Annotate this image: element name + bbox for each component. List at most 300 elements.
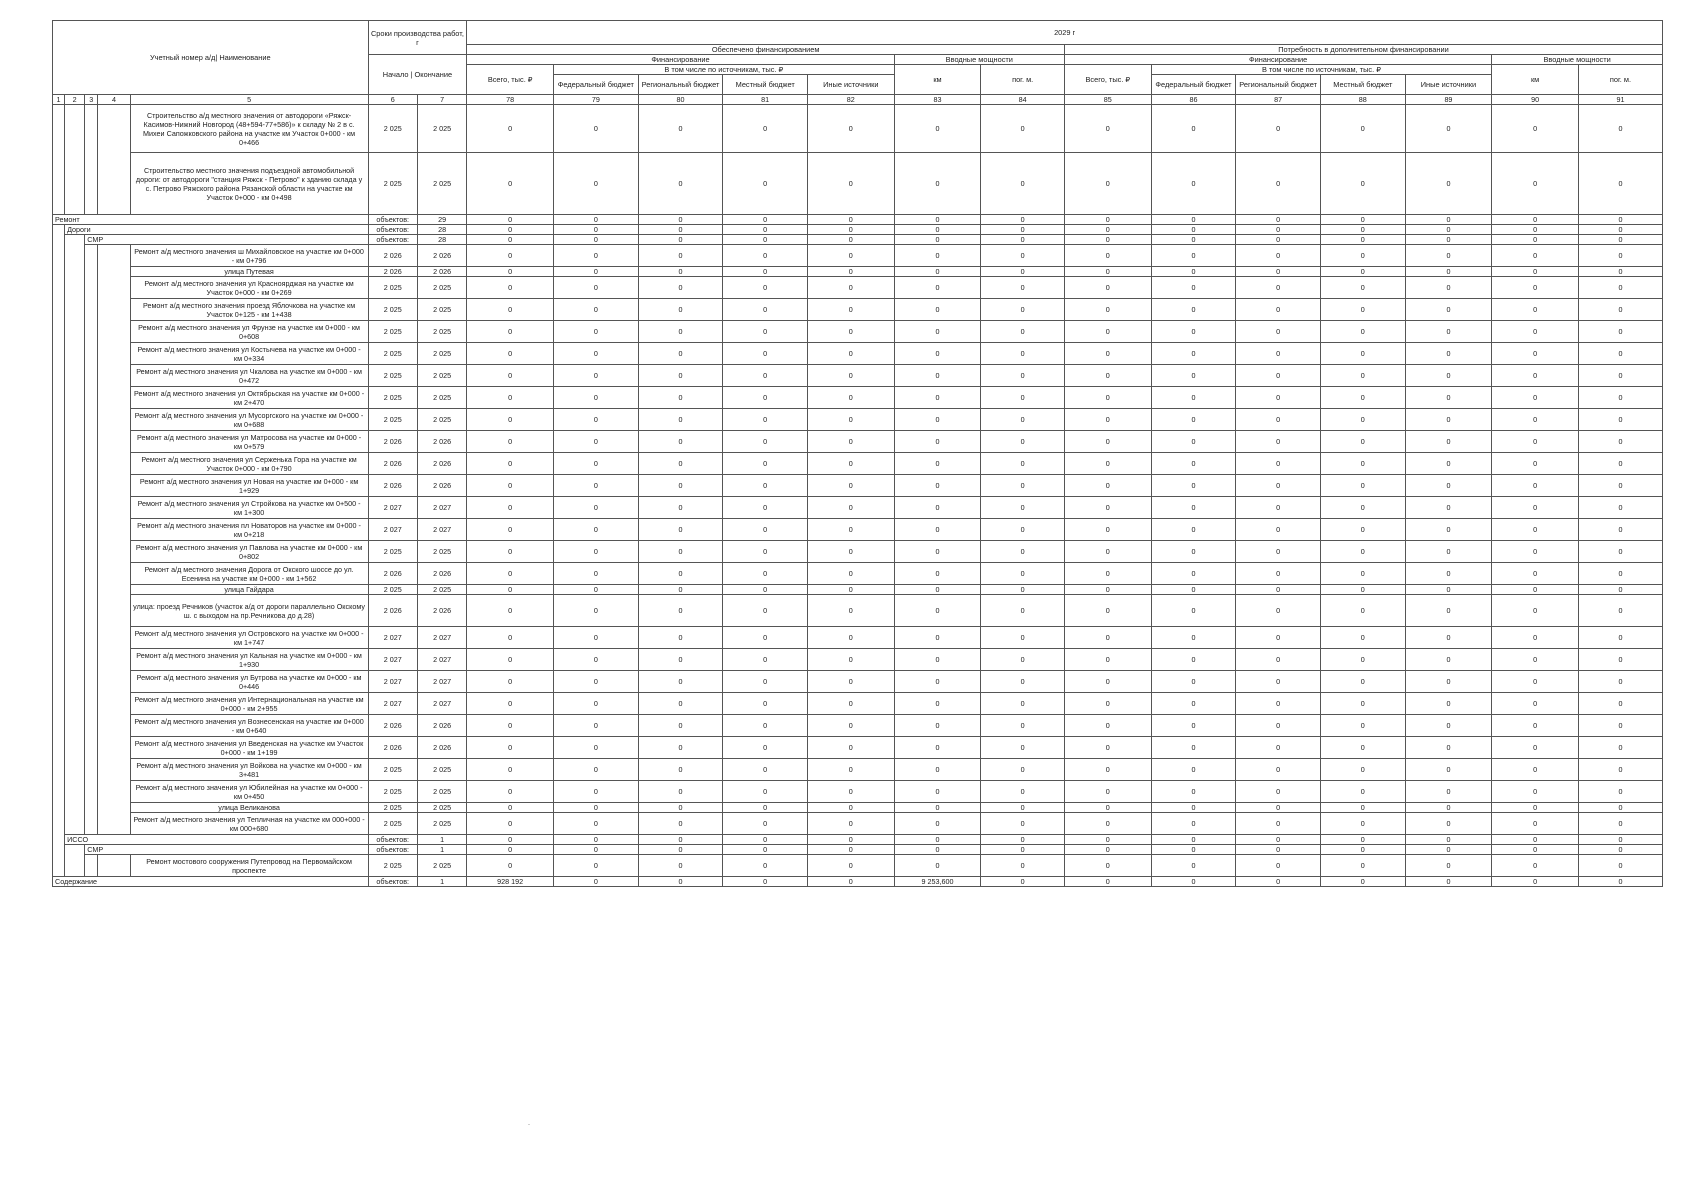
- value-cell: 0: [467, 299, 554, 321]
- object-name: Ремонт а/д местного значения ул Юбилейная на участке км 0+000 - км 0+450: [130, 781, 368, 803]
- end-year: 2 026: [417, 563, 466, 585]
- value-cell: 0: [981, 215, 1065, 225]
- value-cell: 0: [1064, 813, 1151, 835]
- value-cell: 0: [1064, 299, 1151, 321]
- indent-cell: [53, 267, 65, 277]
- table-row: [53, 153, 1663, 215]
- value-cell: 0: [807, 803, 894, 813]
- object-name: Ремонт а/д местного значения ул Островского на участке км 0+000 - км 1+747: [130, 627, 368, 649]
- value-cell: 0: [1151, 497, 1236, 519]
- value-cell: 0: [554, 595, 639, 627]
- value-cell: 0: [1151, 595, 1236, 627]
- value-cell: 0: [1064, 267, 1151, 277]
- end-year: 28: [417, 225, 466, 235]
- value-cell: 0: [723, 693, 808, 715]
- value-cell: 0: [723, 595, 808, 627]
- value-cell: 0: [638, 781, 723, 803]
- value-cell: 0: [467, 813, 554, 835]
- value-cell: 0: [1320, 845, 1405, 855]
- header-total-need: Всего, тыс. ₽: [1064, 65, 1151, 95]
- value-cell: 0: [1236, 781, 1321, 803]
- indent-cell: [98, 585, 130, 595]
- value-cell: 0: [1320, 497, 1405, 519]
- value-cell: 0: [1320, 235, 1405, 245]
- value-cell: 0: [1064, 671, 1151, 693]
- value-cell: 0: [638, 431, 723, 453]
- value-cell: 0: [554, 225, 639, 235]
- value-cell: 0: [554, 475, 639, 497]
- table-row: [53, 693, 1663, 715]
- value-cell: 0: [807, 365, 894, 387]
- value-cell: 0: [1236, 759, 1321, 781]
- value-cell: 0: [1320, 215, 1405, 225]
- value-cell: 0: [723, 877, 808, 887]
- value-cell: 0: [981, 245, 1065, 267]
- value-cell: 0: [807, 215, 894, 225]
- object-name: Ремонт а/д местного значения ул Стройкова на участке км 0+500 - км 1+300: [130, 497, 368, 519]
- column-number: 83: [894, 95, 981, 105]
- value-cell: 0: [1492, 409, 1579, 431]
- value-cell: 0: [1405, 431, 1492, 453]
- indent-cell: [85, 693, 98, 715]
- value-cell: 0: [1151, 453, 1236, 475]
- value-cell: 0: [467, 585, 554, 595]
- value-cell: 0: [1320, 541, 1405, 563]
- value-cell: 0: [1064, 453, 1151, 475]
- value-cell: 0: [467, 387, 554, 409]
- value-cell: 0: [807, 235, 894, 245]
- group-row: [53, 215, 1663, 225]
- value-cell: 0: [981, 497, 1065, 519]
- value-cell: 0: [1320, 781, 1405, 803]
- value-cell: 0: [1320, 343, 1405, 365]
- value-cell: 0: [1578, 759, 1662, 781]
- value-cell: 0: [554, 585, 639, 595]
- table-row: [53, 595, 1663, 627]
- value-cell: 0: [894, 737, 981, 759]
- indent-cell: [98, 781, 130, 803]
- value-cell: 0: [1236, 453, 1321, 475]
- column-number: 91: [1578, 95, 1662, 105]
- value-cell: 0: [1236, 365, 1321, 387]
- value-cell: 0: [807, 431, 894, 453]
- indent-cell: [85, 803, 98, 813]
- value-cell: 0: [1405, 877, 1492, 887]
- end-year: 2 026: [417, 475, 466, 497]
- value-cell: 0: [981, 321, 1065, 343]
- value-cell: 0: [981, 781, 1065, 803]
- column-number: 85: [1064, 95, 1151, 105]
- value-cell: 0: [723, 215, 808, 225]
- value-cell: 0: [1236, 475, 1321, 497]
- value-cell: 0: [1236, 715, 1321, 737]
- value-cell: 0: [894, 649, 981, 671]
- indent-cell: [53, 813, 65, 835]
- value-cell: 0: [1578, 453, 1662, 475]
- value-cell: 0: [894, 409, 981, 431]
- start-year: 2 027: [368, 519, 417, 541]
- value-cell: 0: [554, 781, 639, 803]
- value-cell: 0: [894, 215, 981, 225]
- indent-cell: [65, 153, 85, 215]
- end-year: 2 026: [417, 453, 466, 475]
- indent-cell: [98, 813, 130, 835]
- value-cell: 0: [894, 781, 981, 803]
- object-name: Ремонт а/д местного значения ул Серженька Гора на участке км Участок 0+000 - км 0+790: [130, 453, 368, 475]
- value-cell: 0: [1492, 855, 1579, 877]
- value-cell: 0: [1151, 649, 1236, 671]
- end-year: 2 025: [417, 343, 466, 365]
- end-year: 1: [417, 835, 466, 845]
- value-cell: 0: [1578, 215, 1662, 225]
- value-cell: 0: [1578, 277, 1662, 299]
- table-row: [53, 365, 1663, 387]
- indent-cell: [98, 693, 130, 715]
- indent-cell: [53, 595, 65, 627]
- header-regional-secured: Региональный бюджет: [638, 75, 723, 95]
- value-cell: 0: [894, 453, 981, 475]
- start-year: 2 025: [368, 585, 417, 595]
- value-cell: 0: [467, 475, 554, 497]
- value-cell: 0: [554, 409, 639, 431]
- value-cell: 0: [554, 845, 639, 855]
- value-cell: 0: [1064, 105, 1151, 153]
- value-cell: 0: [1492, 877, 1579, 887]
- value-cell: 0: [638, 277, 723, 299]
- value-cell: 0: [638, 215, 723, 225]
- value-cell: 0: [467, 235, 554, 245]
- value-cell: 0: [807, 321, 894, 343]
- indent-cell: [53, 671, 65, 693]
- value-cell: 0: [554, 803, 639, 813]
- value-cell: 0: [1320, 737, 1405, 759]
- indent-cell: [65, 343, 85, 365]
- value-cell: 0: [807, 737, 894, 759]
- value-cell: 0: [467, 321, 554, 343]
- value-cell: 0: [1578, 105, 1662, 153]
- value-cell: 0: [554, 431, 639, 453]
- start-year: 2 025: [368, 321, 417, 343]
- value-cell: 0: [638, 877, 723, 887]
- value-cell: 0: [638, 475, 723, 497]
- indent-cell: [65, 267, 85, 277]
- indent-cell: [85, 453, 98, 475]
- header-regional-need: Региональный бюджет: [1236, 75, 1321, 95]
- value-cell: 0: [1320, 671, 1405, 693]
- value-cell: 0: [894, 563, 981, 585]
- value-cell: 0: [554, 541, 639, 563]
- value-cell: 0: [638, 105, 723, 153]
- value-cell: 0: [807, 595, 894, 627]
- indent-cell: [98, 245, 130, 267]
- value-cell: 0: [981, 845, 1065, 855]
- value-cell: 0: [1578, 343, 1662, 365]
- indent-cell: [53, 387, 65, 409]
- value-cell: 0: [1236, 215, 1321, 225]
- object-name: Ремонт а/д местного значения пл Новаторов на участке км 0+000 - км 0+218: [130, 519, 368, 541]
- value-cell: 0: [807, 225, 894, 235]
- value-cell: 0: [1320, 365, 1405, 387]
- value-cell: 0: [638, 737, 723, 759]
- indent-cell: [85, 321, 98, 343]
- group-name: Ремонт: [53, 215, 369, 225]
- value-cell: 0: [467, 835, 554, 845]
- value-cell: 0: [1320, 563, 1405, 585]
- indent-cell: [98, 431, 130, 453]
- indent-cell: [98, 715, 130, 737]
- value-cell: 0: [1405, 497, 1492, 519]
- value-cell: 0: [723, 321, 808, 343]
- value-cell: 0: [1064, 519, 1151, 541]
- end-year: 2 025: [417, 277, 466, 299]
- value-cell: 0: [467, 497, 554, 519]
- value-cell: 0: [723, 453, 808, 475]
- value-cell: 0: [723, 519, 808, 541]
- value-cell: 0: [1236, 277, 1321, 299]
- value-cell: 0: [554, 321, 639, 343]
- end-year: 28: [417, 235, 466, 245]
- indent-cell: [98, 365, 130, 387]
- value-cell: 0: [1578, 245, 1662, 267]
- indent-cell: [98, 343, 130, 365]
- start-year: 2 026: [368, 245, 417, 267]
- indent-cell: [53, 245, 65, 267]
- indent-cell: [65, 387, 85, 409]
- column-number: 3: [85, 95, 98, 105]
- value-cell: 0: [807, 541, 894, 563]
- value-cell: 0: [894, 105, 981, 153]
- value-cell: 0: [554, 153, 639, 215]
- value-cell: 0: [638, 245, 723, 267]
- value-cell: 0: [1236, 877, 1321, 887]
- value-cell: 0: [807, 649, 894, 671]
- value-cell: 0: [981, 759, 1065, 781]
- end-year: 2 026: [417, 595, 466, 627]
- value-cell: 0: [1405, 813, 1492, 835]
- value-cell: 0: [1492, 803, 1579, 813]
- value-cell: 0: [1151, 813, 1236, 835]
- value-cell: 0: [1405, 671, 1492, 693]
- end-year: 2 027: [417, 671, 466, 693]
- object-name: Ремонт а/д местного значения Дорога от Окского шоссе до ул. Есенина на участке км 0+000 - км 1+562: [130, 563, 368, 585]
- object-name: Строительство местного значения подъездной автомобильной дороги: от автодороги "станция Ряжск - Петрово" к зданию склада у с. Петрово Ряжского района Рязанской области на участке км Участок 0+000 - км 0+498: [130, 153, 368, 215]
- column-number: 86: [1151, 95, 1236, 105]
- end-year: 2 025: [417, 321, 466, 343]
- value-cell: 0: [1492, 627, 1579, 649]
- value-cell: 0: [1064, 595, 1151, 627]
- column-number: 2: [65, 95, 85, 105]
- value-cell: 0: [1492, 215, 1579, 225]
- indent-cell: [85, 431, 98, 453]
- column-numbers-row: [53, 95, 1663, 105]
- indent-cell: [65, 431, 85, 453]
- indent-cell: [98, 803, 130, 813]
- value-cell: 0: [1492, 105, 1579, 153]
- indent-cell: [85, 105, 98, 153]
- end-year: 1: [417, 845, 466, 855]
- indent-cell: [53, 475, 65, 497]
- value-cell: 0: [894, 519, 981, 541]
- indent-cell: [98, 497, 130, 519]
- value-cell: 0: [1578, 387, 1662, 409]
- value-cell: 0: [981, 541, 1065, 563]
- value-cell: 0: [723, 267, 808, 277]
- column-number: 79: [554, 95, 639, 105]
- indent-cell: [98, 627, 130, 649]
- value-cell: 0: [1405, 321, 1492, 343]
- indent-cell: [85, 737, 98, 759]
- object-name: Ремонт а/д местного значения ул Войкова на участке км 0+000 - км 3+481: [130, 759, 368, 781]
- value-cell: 0: [1151, 759, 1236, 781]
- value-cell: 0: [1405, 299, 1492, 321]
- value-cell: 0: [1578, 431, 1662, 453]
- indent-cell: [65, 453, 85, 475]
- value-cell: 0: [894, 225, 981, 235]
- table-row: [53, 277, 1663, 299]
- start-year: 2 026: [368, 431, 417, 453]
- value-cell: 0: [1064, 497, 1151, 519]
- table-row: [53, 781, 1663, 803]
- value-cell: 0: [1236, 431, 1321, 453]
- value-cell: 0: [894, 693, 981, 715]
- indent-cell: [53, 693, 65, 715]
- header-km-secured: км: [894, 65, 981, 95]
- value-cell: 0: [894, 387, 981, 409]
- start-year: объектов:: [368, 835, 417, 845]
- indent-cell: [65, 497, 85, 519]
- value-cell: 0: [467, 519, 554, 541]
- value-cell: 0: [1236, 519, 1321, 541]
- start-year: 2 027: [368, 649, 417, 671]
- value-cell: 0: [1064, 343, 1151, 365]
- value-cell: 0: [1151, 855, 1236, 877]
- value-cell: 0: [1405, 153, 1492, 215]
- value-cell: 0: [1151, 431, 1236, 453]
- indent-cell: [65, 365, 85, 387]
- value-cell: 0: [1064, 781, 1151, 803]
- value-cell: 0: [807, 453, 894, 475]
- value-cell: 0: [1320, 475, 1405, 497]
- start-year: 2 025: [368, 365, 417, 387]
- value-cell: 0: [981, 813, 1065, 835]
- value-cell: 0: [1064, 835, 1151, 845]
- indent-cell: [98, 563, 130, 585]
- column-number: 4: [98, 95, 130, 105]
- object-name: Ремонт а/д местного значения ул Красноярджая на участке км Участок 0+000 - км 0+269: [130, 277, 368, 299]
- value-cell: 0: [1578, 519, 1662, 541]
- value-cell: 0: [638, 235, 723, 245]
- value-cell: 0: [1405, 595, 1492, 627]
- value-cell: 0: [1151, 277, 1236, 299]
- value-cell: 0: [1236, 245, 1321, 267]
- value-cell: 0: [1492, 759, 1579, 781]
- indent-cell: [53, 835, 65, 845]
- value-cell: 0: [467, 215, 554, 225]
- value-cell: 0: [1578, 649, 1662, 671]
- value-cell: 0: [1151, 343, 1236, 365]
- value-cell: 0: [894, 343, 981, 365]
- value-cell: 9 253,600: [894, 877, 981, 887]
- column-number: 78: [467, 95, 554, 105]
- value-cell: 0: [1236, 321, 1321, 343]
- value-cell: 0: [638, 585, 723, 595]
- value-cell: 0: [1405, 803, 1492, 813]
- value-cell: 0: [723, 365, 808, 387]
- indent-cell: [65, 715, 85, 737]
- value-cell: 0: [981, 153, 1065, 215]
- value-cell: 0: [467, 649, 554, 671]
- indent-cell: [85, 153, 98, 215]
- value-cell: 0: [467, 627, 554, 649]
- end-year: 2 027: [417, 627, 466, 649]
- value-cell: 0: [1151, 225, 1236, 235]
- header-local-need: Местный бюджет: [1320, 75, 1405, 95]
- end-year: 2 026: [417, 267, 466, 277]
- value-cell: 0: [1236, 855, 1321, 877]
- value-cell: 0: [1492, 519, 1579, 541]
- indent-cell: [85, 343, 98, 365]
- value-cell: 0: [1578, 715, 1662, 737]
- value-cell: 0: [1236, 563, 1321, 585]
- start-year: 2 025: [368, 299, 417, 321]
- value-cell: 0: [554, 877, 639, 887]
- value-cell: 0: [1064, 715, 1151, 737]
- value-cell: 0: [1151, 409, 1236, 431]
- value-cell: 0: [981, 277, 1065, 299]
- value-cell: 0: [554, 235, 639, 245]
- value-cell: 0: [1064, 475, 1151, 497]
- value-cell: 0: [981, 737, 1065, 759]
- value-cell: 0: [1578, 595, 1662, 627]
- value-cell: 0: [1236, 225, 1321, 235]
- object-name: Ремонт а/д местного значения проезд Яблочкова на участке км Участок 0+125 - км 1+438: [130, 299, 368, 321]
- value-cell: 0: [638, 321, 723, 343]
- group-name: СМР: [85, 845, 368, 855]
- group-row: [53, 845, 1663, 855]
- group-name: Дороги: [65, 225, 368, 235]
- indent-cell: [65, 541, 85, 563]
- value-cell: 0: [1151, 365, 1236, 387]
- value-cell: 0: [723, 627, 808, 649]
- value-cell: 0: [1064, 431, 1151, 453]
- indent-cell: [65, 277, 85, 299]
- value-cell: 0: [1492, 541, 1579, 563]
- value-cell: 0: [723, 563, 808, 585]
- table-row: [53, 431, 1663, 453]
- value-cell: 0: [1492, 781, 1579, 803]
- indent-cell: [85, 671, 98, 693]
- value-cell: 0: [1236, 235, 1321, 245]
- value-cell: 0: [1151, 519, 1236, 541]
- value-cell: 0: [981, 387, 1065, 409]
- value-cell: 0: [1492, 715, 1579, 737]
- object-name: Ремонт а/д местного значения ул Тепличная на участке км 000+000 - км 000+680: [130, 813, 368, 835]
- value-cell: 0: [1492, 693, 1579, 715]
- value-cell: 0: [723, 855, 808, 877]
- value-cell: 0: [638, 409, 723, 431]
- value-cell: 0: [638, 343, 723, 365]
- value-cell: 0: [723, 497, 808, 519]
- table-row: [53, 855, 1663, 877]
- indent-cell: [85, 649, 98, 671]
- value-cell: 0: [981, 365, 1065, 387]
- indent-cell: [53, 235, 65, 245]
- header-financing-need: Финансирование: [1064, 55, 1491, 65]
- value-cell: 0: [1320, 855, 1405, 877]
- indent-cell: [85, 267, 98, 277]
- value-cell: 0: [1151, 693, 1236, 715]
- value-cell: 0: [1151, 627, 1236, 649]
